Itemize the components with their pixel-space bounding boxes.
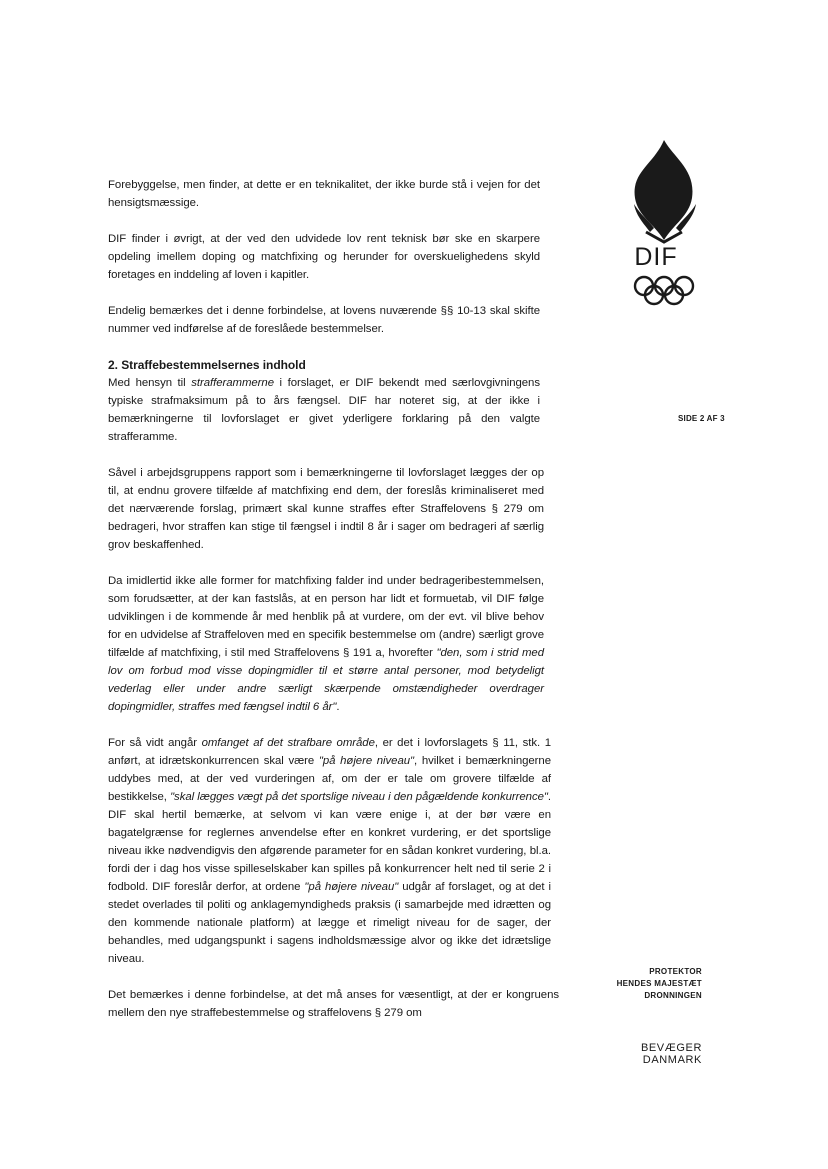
section-heading: 2. Straffebestemmelsernes indhold <box>108 358 306 372</box>
paragraph: Forebyggelse, men finder, at dette er en teknikalitet, der ikke burde stå i vejen for det hensigtsmæssige. <box>108 179 540 209</box>
paragraph: Det bemærkes i denne forbindelse, at det må anses for væsentligt, at der er kongruens mellem den nye straffebestemmelse og straffelovens § 279 om <box>108 989 559 1019</box>
logo-text: DIF <box>634 243 678 271</box>
quote: "skal lægges vægt på det sportslige niveau i den pågældende konkurrence" <box>170 791 548 803</box>
paragraph: Såvel i arbejdsgruppens rapport som i bemærkningerne til lovforslaget lægges der op til, at endnu grovere tilfælde af matchfixing end dem, der foreslås kriminaliseret med det nærværende forslag, primært skal kunne straffes efter Straffelovens § 279 om bedrageri, hvor straffen kan stige til fængsel i indtil 8 år i sager om bedrageri af særlig grov beskaffenhed. <box>108 467 544 551</box>
emphasis: omfanget af det strafbare område <box>201 737 375 749</box>
page-number: SIDE 2 AF 3 <box>678 414 725 423</box>
letter-body <box>108 176 559 1022</box>
paragraph: DIF finder i øvrigt, at der ved den udvidede lov rent teknisk bør ske en skarpere opdeling imellem doping og matchfixing og herunder for overskuelighedens skyld foretages en inddeling af loven i kapitler. <box>108 233 540 281</box>
quote: "på højere niveau" <box>318 755 415 767</box>
protector-name: HENDES MAJESTÆT DRONNINGEN <box>616 979 702 1000</box>
quote: "den, som i strid med lov om forbud mod visse dopingmidler til et større antal personer, mod betydeligt vederlag eller under andre særligt skærpende omstændigheder overdrager dopingmidler, straffes med fængsel indtil 6 år" <box>108 647 544 713</box>
emphasis: strafferammerne <box>191 377 274 389</box>
dif-flame-logo-icon <box>616 140 716 308</box>
olympic-rings-icon <box>635 277 693 304</box>
paragraph: Med hensyn til strafferammerne i forslaget, er DIF bekendt med særlovgivningens typiske strafmaksimum på to års fængsel. DIF har noteret sig, at der ikke i bemærkningerne til lovforslaget er givet yderligere forklaring på den valgte strafferamme. <box>108 377 540 443</box>
quote: "på højere niveau" <box>304 881 399 893</box>
paragraph: Da imidlertid ikke alle former for matchfixing falder ind under bedrageribestemmelsen, som forudsætter, at der kan fastslås, at en person har lidt et formuetab, vil DIF følge udviklingen i de kommende år med henblik på at vurdere, om der evt. vil blive behov for en udvidelse af Straffeloven med en specifik bestemmelse om (andre) særligt grove tilfælde af matchfixing, i stil med Straffelovens § 191 a, hvorefter "den, som i strid med lov om forbud mod visse dopingmidler til et større antal personer, mod betydeligt vederlag eller under andre særligt skærpende omstændigheder overdrager dopingmidler, straffes med fængsel indtil 6 år". <box>108 575 544 713</box>
tagline: BEVÆGER DANMARK <box>640 1042 702 1066</box>
paragraph: For så vidt angår omfanget af det strafbare område, er det i lovforslagets § 11, stk. 1 anført, at idrætskonkurrencen skal være "på højere niveau", hvilket i bemærkningerne uddybes med, at der ved vurderingen af, om der er tale om grovere tilfælde af bestikkelse, "skal lægges vægt på det sportslige niveau i den pågældende konkurrence". DIF skal hertil bemærke, at selvom vi kan være enige i, at der bør være en bagatelgrænse for reglernes anvendelse efter en konkret vurdering, er det sportslige niveau ikke nødvendigvis den afgørende parameter for en sådan konkret vurdering, bl.a. fordi der i dag hos visse spilleselskaber kan spilles på konkurrencer helt ned til serie 2 i fodbold. DIF foreslår derfor, at ordene "på højere niveau" udgår af forslaget, og at det i stedet overlades til politi og anklagemyndigheds praksis (i samarbejde med idrætten og den kommende nationale platform) at lægge et rimeligt niveau for de sager, der behandles, med udgangspunkt i sagens indholdsmæssige alvor og ikke det idrætslige niveau. <box>108 737 551 965</box>
dif-logo <box>616 140 716 308</box>
protector-block <box>560 966 702 1002</box>
protector-title: PROTEKTOR <box>649 967 702 976</box>
paragraph: Endelig bemærkes det i denne forbindelse, at lovens nuværende §§ 10-13 skal skifte nummer ved indførelse af de foreslåede bestemmelser. <box>108 305 540 335</box>
